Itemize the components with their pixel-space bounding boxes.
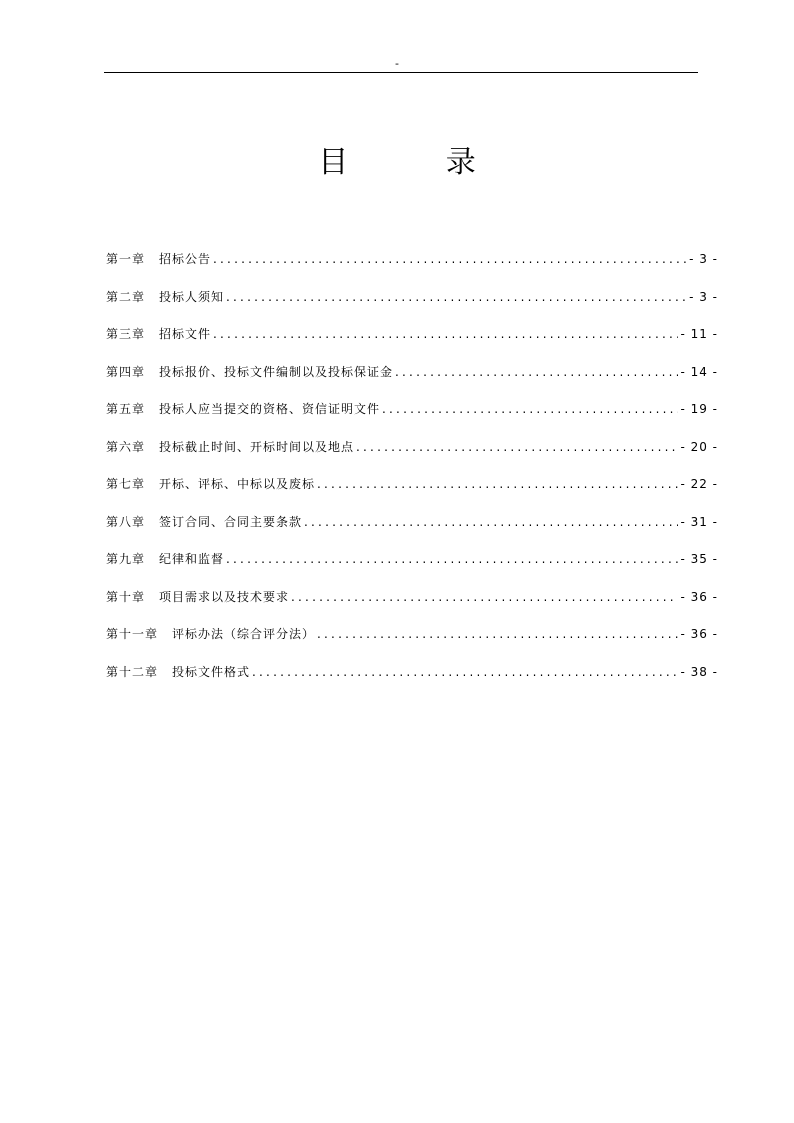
toc-entry[interactable]	[106, 437, 718, 475]
toc-page-number: - 36 -	[680, 589, 718, 604]
toc-page-number: - 36 -	[680, 627, 718, 641]
toc-page-number: - 14 -	[680, 364, 718, 379]
toc-page-number: - 11 -	[680, 327, 718, 341]
header-rule	[104, 72, 698, 73]
toc-entry[interactable]	[106, 549, 718, 587]
toc-dot-leader	[317, 474, 678, 494]
toc-entry-title: 项目需求以及技术要求	[159, 589, 290, 604]
toc-dot-leader	[226, 287, 687, 307]
toc-page-number: - 3 -	[689, 252, 718, 266]
toc-entry-title: 投标人须知	[159, 289, 225, 304]
toc-entry[interactable]	[106, 287, 718, 325]
toc-entry-title: 评标办法（综合评分法）	[172, 627, 316, 641]
toc-entry-title: 投标截止时间、开标时间以及地点	[159, 439, 355, 454]
page-header-mark: -	[395, 57, 399, 70]
toc-chapter-number: 第六章	[106, 439, 146, 454]
toc-chapter-number: 第五章	[106, 402, 146, 416]
toc-entry[interactable]	[106, 587, 718, 625]
toc-entry-title: 纪律和监督	[159, 552, 225, 566]
toc-chapter-number: 第三章	[106, 327, 146, 341]
toc-entry[interactable]	[106, 662, 718, 700]
toc-chapter-number: 第二章	[106, 289, 146, 304]
toc-dot-leader	[213, 249, 687, 269]
toc-entry[interactable]	[106, 399, 718, 437]
toc-dot-leader	[382, 399, 678, 419]
toc-dot-leader	[252, 662, 678, 682]
toc-dot-leader	[213, 324, 678, 344]
toc-dot-leader	[304, 512, 678, 532]
toc-chapter-number: 第四章	[106, 364, 146, 379]
toc-entry[interactable]	[106, 324, 718, 362]
toc-page-number: - 20 -	[680, 439, 718, 454]
toc-chapter-number: 第八章	[106, 514, 146, 529]
toc-page-number: - 38 -	[680, 664, 718, 679]
toc-entry-title: 投标人应当提交的资格、资信证明文件	[159, 402, 381, 416]
table-of-contents	[106, 249, 718, 699]
toc-chapter-number: 第十章	[106, 589, 146, 604]
toc-chapter-number: 第十一章	[106, 627, 159, 641]
toc-entry-title: 投标文件格式	[172, 664, 251, 679]
page-title: 目 录	[318, 145, 520, 180]
toc-dot-leader	[317, 624, 678, 644]
toc-entry-title: 开标、评标、中标以及废标	[159, 477, 316, 491]
toc-entry[interactable]	[106, 249, 718, 287]
toc-page-number: - 3 -	[689, 289, 718, 304]
toc-chapter-number: 第十二章	[106, 664, 159, 679]
toc-entry[interactable]	[106, 474, 718, 512]
toc-chapter-number: 第七章	[106, 477, 146, 491]
toc-dot-leader	[395, 362, 678, 382]
toc-page-number: - 35 -	[680, 552, 718, 566]
toc-page-number: - 31 -	[680, 514, 718, 529]
toc-chapter-number: 第九章	[106, 552, 146, 566]
toc-dot-leader	[356, 437, 678, 457]
toc-entry[interactable]	[106, 362, 718, 400]
toc-entry-title: 招标文件	[159, 327, 212, 341]
toc-entry[interactable]	[106, 624, 718, 662]
toc-page-number: - 19 -	[680, 402, 718, 416]
toc-chapter-number: 第一章	[106, 252, 146, 266]
toc-entry-title: 投标报价、投标文件编制以及投标保证金	[159, 364, 394, 379]
toc-dot-leader	[291, 587, 678, 607]
toc-entry-title: 招标公告	[159, 252, 212, 266]
toc-page-number: - 22 -	[680, 477, 718, 491]
toc-entry-title: 签订合同、合同主要条款	[159, 514, 303, 529]
toc-dot-leader	[226, 549, 678, 569]
toc-entry[interactable]	[106, 512, 718, 550]
